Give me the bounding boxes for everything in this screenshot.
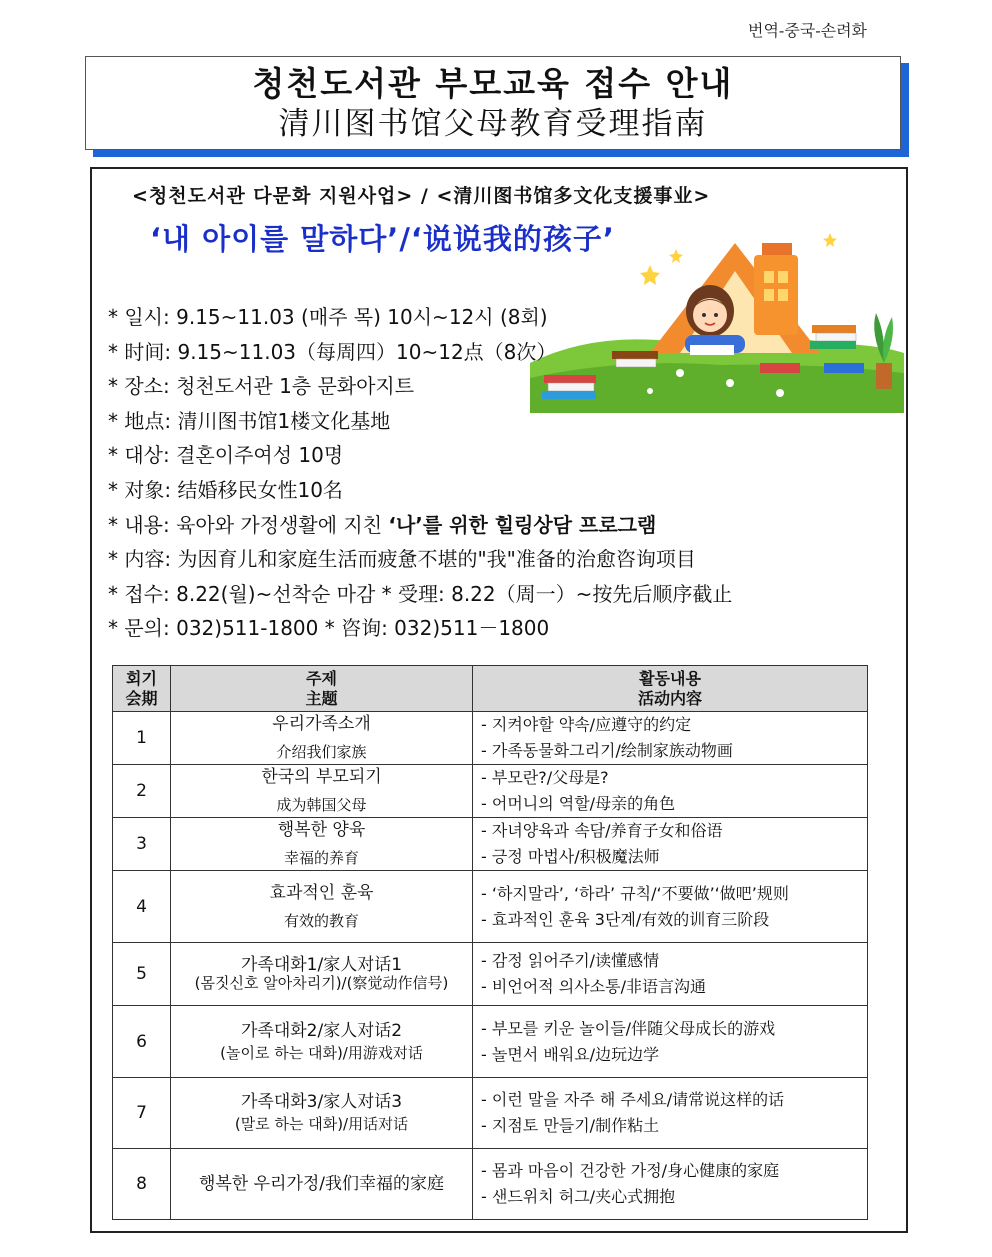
table-header-row (113, 666, 868, 712)
info-line-inquiry: * 문의: 032)511-1800 * 咨询: 032)511－1800 (108, 616, 550, 641)
header-topic: 주제 主题 (171, 666, 473, 712)
table-row (113, 1078, 868, 1149)
session-number: 5 (113, 943, 171, 1006)
session-activities: - ‘하지말라’, ‘하라’ 규칙/‘不要做’‘做吧’规则 - 효과적인 훈육 3단계/有效的训育三阶段 (473, 871, 868, 943)
translator-credit: 번역-중국-손려화 (748, 21, 868, 40)
session-activities: - 지켜야할 약속/应遵守的约定 - 가족동물화그리기/绘制家族动物画 (473, 712, 868, 765)
session-activities: - 자녀양육과 속담/养育子女和俗语 - 긍정 마법사/积极魔法师 (473, 818, 868, 871)
session-number: 6 (113, 1006, 171, 1078)
info-line-content-ko: * 내용: 육아와 가정생활에 지친 ‘나’를 위한 힐링상담 프로그램 (108, 512, 657, 537)
slogan: ‘내 아이를 말하다’/‘说说我的孩子’ (150, 222, 615, 256)
session-topic: 우리가족소개 介绍我们家族 (171, 712, 473, 765)
session-number: 4 (113, 871, 171, 943)
session-number: 2 (113, 765, 171, 818)
session-activities: - 감정 읽어주기/读懂感情 - 비언어적 의사소통/非语言沟通 (473, 943, 868, 1006)
session-number: 1 (113, 712, 171, 765)
session-topic: 행복한 양육 幸福的养育 (171, 818, 473, 871)
session-topic: 가족대화2/家人对话2 (놀이로 하는 대화)/用游戏对话 (171, 1006, 473, 1078)
table-row (113, 1006, 868, 1078)
header-activity: 활동내용 活动内容 (473, 666, 868, 712)
session-activities: - 몸과 마음이 건강한 가정/身心健康的家庭 - 샌드위치 허그/夹心式拥抱 (473, 1149, 868, 1220)
session-activities: - 이런 말을 자주 해 주세요/请常说这样的话 - 지점토 만들기/制作粘土 (473, 1078, 868, 1149)
session-activities: - 부모를 키운 놀이들/伴随父母成长的游戏 - 놀면서 배워요/边玩边学 (473, 1006, 868, 1078)
table-row (113, 871, 868, 943)
session-topic: 가족대화3/家人对话3 (말로 하는 대화)/用话对话 (171, 1078, 473, 1149)
session-topic: 한국의 부모되기 成为韩国父母 (171, 765, 473, 818)
title-chinese: 清川图书馆父母教育受理指南 (278, 106, 708, 142)
table-row (113, 1149, 868, 1220)
info-line-place-ko: * 장소: 청천도서관 1층 문화아지트 (108, 374, 415, 399)
table-row (113, 712, 868, 765)
schedule-table (112, 665, 868, 1220)
info-line-date-ko: * 일시: 9.15~11.03 (매주 목) 10시~12시 (8회) (108, 305, 548, 329)
info-line-date-zh: * 时间: 9.15~11.03（每周四）10~12点（8次） (108, 339, 557, 364)
session-topic: 행복한 우리가정/我们幸福的家庭 (171, 1149, 473, 1220)
info-line-place-zh: * 地点: 清川图书馆1楼文化基地 (108, 408, 391, 433)
table-row (113, 818, 868, 871)
table-row (113, 765, 868, 818)
session-number: 8 (113, 1149, 171, 1220)
title-korean: 청천도서관 부모교육 접수 안내 (252, 64, 734, 103)
info-line-content-zh: * 内容: 为因育儿和家庭生活而疲惫不堪的"我"准备的治愈咨询项目 (108, 547, 696, 572)
info-line-target-zh: * 对象: 结婚移民女性10名 (108, 477, 343, 502)
session-topic: 가족대화1/家人对话1 (몸짓신호 알아차리기)/(察觉动作信号) (171, 943, 473, 1006)
subtitle: <청천도서관 다문화 지원사업> / <清川图书馆多文化支援事业> (132, 185, 711, 207)
header-session: 회기 会期 (113, 666, 171, 712)
session-activities: - 부모란?/父母是? - 어머니의 역할/母亲的角色 (473, 765, 868, 818)
session-number: 7 (113, 1078, 171, 1149)
title-box (85, 56, 901, 150)
session-topic: 효과적인 훈육 有效的教育 (171, 871, 473, 943)
session-number: 3 (113, 818, 171, 871)
info-list (108, 300, 808, 646)
info-line-target-ko: * 대상: 결혼이주여성 10명 (108, 443, 344, 468)
table-row (113, 943, 868, 1006)
info-line-registration: * 접수: 8.22(월)~선착순 마감 * 受理: 8.22（周一）~按先后顺序截止 (108, 581, 733, 606)
